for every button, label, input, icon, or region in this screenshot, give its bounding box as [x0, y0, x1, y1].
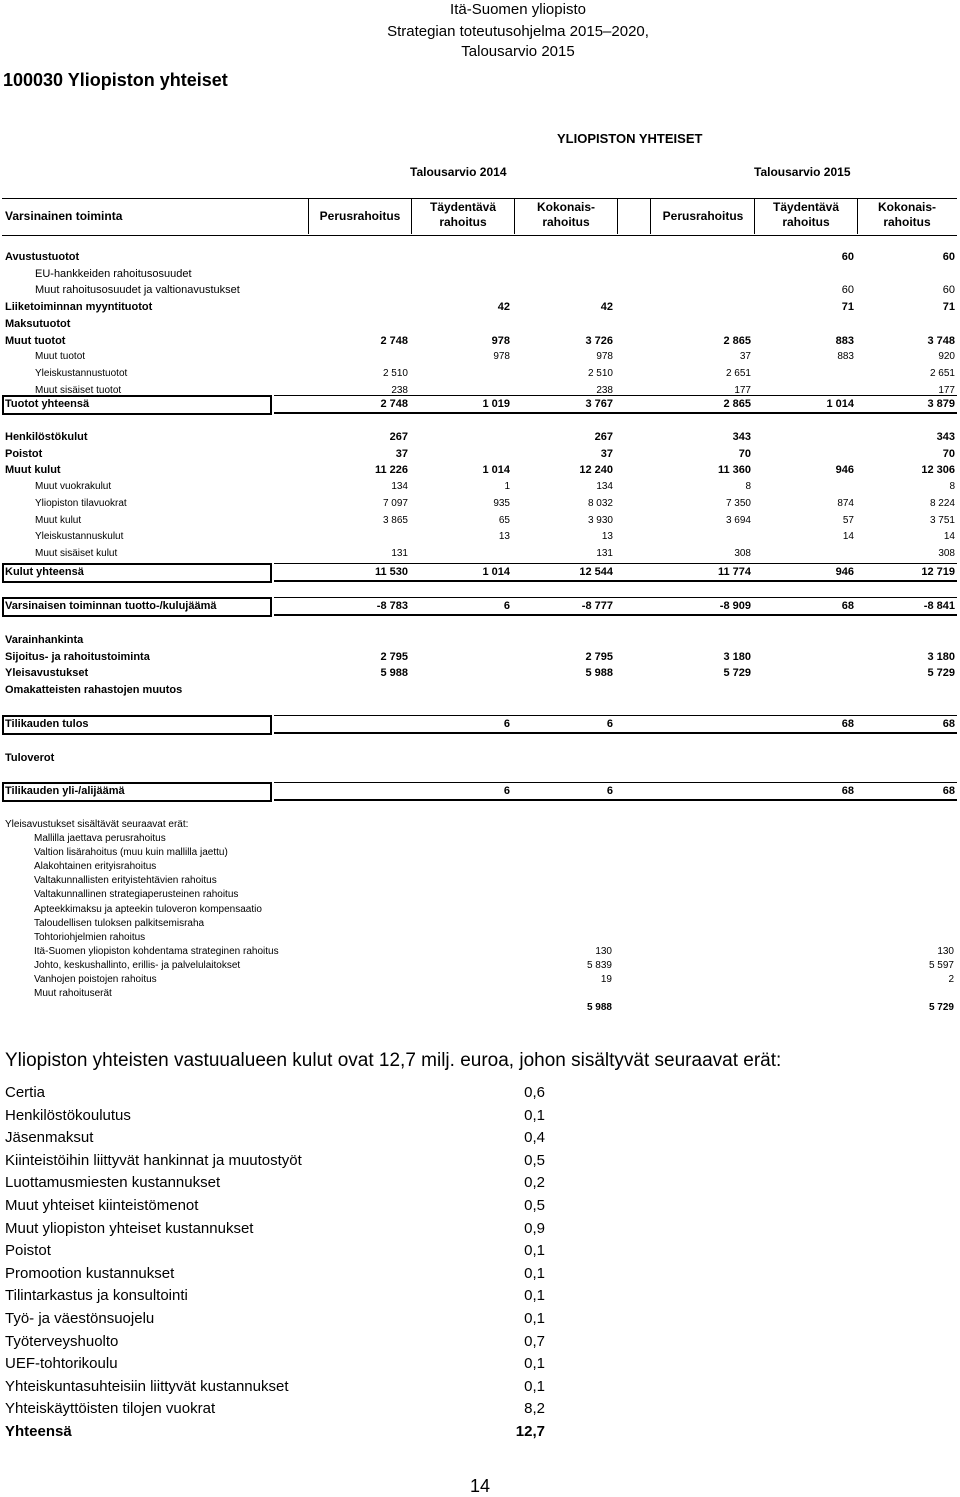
value-cell: 5 988: [585, 667, 613, 680]
value-cell: 6: [606, 718, 613, 730]
note-label: Valtakunnallisten erityistehtävien rahoitus: [34, 875, 217, 887]
summary-value: 0,1: [524, 1355, 545, 1373]
budget-2015-label: Talousarvio 2015: [754, 165, 851, 179]
note-item: [34, 945, 958, 959]
summary-item: [5, 1398, 565, 1420]
summary-item: [5, 1263, 565, 1285]
row-label: Muut tuotot: [35, 351, 86, 363]
table-row: [0, 462, 960, 478]
note-label: Johto, keskushallinto, erillis- ja palvelulaitokset: [34, 959, 241, 971]
value-cell: 6: [503, 718, 510, 730]
column-header-perus-2014: Perusrahoitus: [319, 209, 401, 223]
value-cell: 3 694: [725, 514, 751, 526]
value-cell: 60: [942, 251, 955, 263]
table-row: [0, 299, 960, 315]
value-cell: 11 360: [717, 464, 751, 477]
summary-value: 0,4: [524, 1129, 545, 1147]
value-cell: 1 014: [482, 464, 510, 477]
value-cell: 8: [949, 481, 955, 493]
value-cell: 874: [837, 497, 854, 509]
summary-label: Yhteiskäyttöisten tilojen vuokrat: [5, 1400, 216, 1418]
summary-label: Tilintarkastus ja konsultointi: [5, 1287, 188, 1305]
note-item: [34, 903, 958, 917]
note-label: Itä-Suomen yliopiston kohdentama strateginen rahoitus: [34, 945, 279, 957]
value-cell: 134: [391, 481, 408, 493]
column-header-perus-2015: Perusrahoitus: [662, 209, 744, 223]
value-cell: 8 224: [929, 497, 955, 509]
summary-label: Promootion kustannukset: [5, 1264, 175, 1282]
note-item: [34, 917, 958, 931]
column-header-main: Varsinainen toiminta: [5, 209, 123, 223]
row-label: Yleisavustukset: [5, 667, 89, 680]
value-cell: 267: [389, 431, 408, 443]
value-cell: -8 841: [923, 600, 955, 612]
value-cell: 3 726: [585, 334, 613, 347]
value-cell: 3 930: [587, 514, 613, 526]
value-cell: 920: [938, 351, 955, 363]
note-item: [34, 832, 958, 846]
value-cell: 57: [842, 514, 854, 526]
value-cell: -8 909: [719, 600, 751, 612]
value-cell: 883: [837, 351, 854, 363]
value-cell: 883: [835, 334, 854, 347]
value-cell: 1 019: [482, 398, 510, 410]
value-cell: 1 014: [826, 398, 854, 410]
summary-value: 0,1: [524, 1106, 545, 1124]
summary-item: [5, 1195, 565, 1217]
summary-item: [5, 1308, 565, 1330]
value-cell: 70: [738, 447, 751, 460]
row-label: Muut rahoitusosuudet ja valtionavustukset: [35, 284, 240, 297]
row-label: Yleiskustannustuotot: [35, 367, 128, 379]
header-university: Itä-Suomen yliopisto: [450, 1, 586, 18]
value-cell: 5 729: [723, 667, 751, 680]
note-item: [34, 973, 958, 987]
summary-value: 0,1: [524, 1264, 545, 1282]
note-item: [34, 987, 958, 1001]
note-value-2014: 130: [595, 945, 612, 957]
column-header-taydentava-2015: Täydentävä rahoitus: [772, 200, 840, 229]
value-cell: 2 748: [380, 398, 408, 410]
summary-label: Poistot: [5, 1242, 51, 1260]
note-value-2015: 2: [948, 974, 954, 985]
note-value-2015: 5 597: [928, 959, 954, 971]
value-cell: 2 651: [929, 367, 955, 379]
table-row: [0, 366, 960, 382]
value-cell: 3 865: [382, 514, 408, 526]
summary-value: 0,1: [524, 1242, 545, 1260]
value-cell: 5 729: [927, 667, 955, 680]
table-row: [0, 665, 960, 681]
value-cell: 37: [739, 351, 751, 363]
table-row: [0, 529, 960, 545]
summary-label: Luottamusmiesten kustannukset: [5, 1174, 221, 1192]
value-cell: 308: [938, 547, 955, 559]
value-cell: 131: [596, 547, 613, 559]
page-number: 14: [470, 1476, 491, 1496]
note-total-2014: 5 988: [586, 1002, 612, 1013]
value-cell: 68: [841, 600, 854, 612]
row-label: Omakatteisten rahastojen muutos: [5, 684, 183, 697]
summary-value: 0,9: [524, 1219, 545, 1237]
total-row-yli-alijaama: Tilikauden yli-/alijäämä 6 6 68 68: [2, 783, 957, 799]
note-value-2014: 5 839: [586, 959, 612, 971]
row-label: Henkilöstökulut: [5, 431, 88, 443]
value-cell: 2 865: [723, 334, 751, 347]
value-cell: 6: [503, 785, 510, 797]
value-cell: 343: [936, 431, 955, 443]
value-cell: 267: [594, 431, 613, 443]
divider: [617, 198, 618, 234]
column-header-kokonais-2014: Kokonais- rahoitus: [536, 200, 595, 229]
note-item: [34, 874, 958, 888]
table-row: [0, 649, 960, 665]
row-label: Muut sisäiset kulut: [35, 547, 118, 559]
table-row: [0, 682, 960, 698]
table-row: [0, 479, 960, 495]
table-row: [0, 496, 960, 512]
value-cell: 8 032: [587, 497, 613, 509]
summary-item: [5, 1150, 565, 1172]
header-subtitle: Strategian toteutusohjelma 2015–2020, Talousarvio 2015: [387, 23, 649, 60]
value-cell: 3 748: [927, 334, 955, 347]
note-label: Apteekkimaksu ja apteekin tuloveron kompensaatio: [34, 903, 262, 915]
summary-value: 0,5: [524, 1197, 545, 1214]
summary-value: 0,5: [524, 1151, 545, 1169]
value-cell: 12 544: [579, 566, 613, 578]
summary-item: [5, 1218, 565, 1240]
note-label: Muut rahoituserät: [34, 988, 112, 1000]
value-cell: 238: [391, 384, 408, 396]
table-row: [0, 316, 960, 332]
summary-label: Muut yhteiset kiinteistömenot: [5, 1197, 199, 1214]
value-cell: 978: [493, 351, 510, 363]
note-item: [34, 931, 958, 945]
table-row: [0, 282, 960, 298]
summary-value: 12,7: [515, 1423, 545, 1440]
table-row: [0, 513, 960, 529]
note-label: Valtion lisärahoitus (muu kuin mallilla jaettu): [34, 847, 228, 859]
note-item: [34, 888, 958, 902]
row-label: Liiketoiminnan myyntituotot: [5, 301, 153, 314]
note-label: Mallilla jaettava perusrahoitus: [34, 833, 166, 844]
value-cell: 12 719: [921, 566, 955, 578]
summary-item: [5, 1127, 565, 1149]
value-cell: 71: [841, 301, 854, 314]
value-cell: 1: [504, 481, 510, 493]
column-header-kokonais-2015: Kokonais- rahoitus: [877, 200, 936, 229]
value-cell: 177: [938, 384, 955, 396]
summary-value: 0,1: [524, 1310, 545, 1327]
row-label: Muut kulut: [5, 464, 61, 477]
table-row: [0, 266, 960, 282]
summary-label: Yhteiskuntasuhteisiin liittyvät kustannukset: [5, 1377, 289, 1395]
value-cell: 5 988: [380, 667, 408, 680]
summary-label: Muut yliopiston yhteiset kustannukset: [5, 1219, 254, 1237]
table-row: [0, 429, 960, 445]
summary-label: Työterveyshuolto: [5, 1332, 119, 1350]
value-cell: 13: [498, 531, 510, 543]
note-item: [34, 846, 958, 860]
summary-label: Jäsenmaksut: [5, 1129, 94, 1147]
note-value-2015: 130: [937, 945, 954, 957]
value-cell: 134: [596, 481, 613, 493]
summary-label: UEF-tohtorikoulu: [5, 1355, 118, 1373]
table-row: [0, 349, 960, 365]
value-cell: 7 097: [382, 497, 408, 509]
summary-label: Kiinteistöihin liittyvät hankinnat ja muutostyöt: [5, 1151, 302, 1169]
value-cell: 68: [841, 718, 854, 730]
summary-item: [5, 1082, 565, 1104]
note-value-2014: 19: [600, 974, 612, 985]
summary-value: 0,6: [524, 1084, 545, 1101]
value-cell: 8: [745, 481, 751, 493]
row-label: Muut vuokrakulut: [35, 481, 112, 493]
table-row: [0, 632, 960, 648]
page-title: 100030 Yliopiston yhteiset: [3, 70, 228, 90]
row-label: Maksutuotot: [5, 317, 71, 330]
value-cell: 14: [943, 531, 955, 543]
value-cell: 978: [491, 334, 510, 347]
value-cell: 13: [601, 531, 613, 543]
value-cell: 3 751: [929, 514, 955, 526]
summary-item: [5, 1240, 565, 1262]
note-label: Alakohtainen erityisrahoitus: [34, 861, 157, 873]
value-cell: 60: [841, 251, 854, 263]
value-cell: 2 510: [587, 367, 613, 379]
value-cell: 2 795: [380, 650, 408, 663]
value-cell: 14: [842, 531, 854, 543]
value-cell: 1 014: [482, 566, 510, 578]
value-cell: 65: [498, 514, 510, 526]
total-row-tuotto-kulujaama: Varsinaisen toiminnan tuotto-/kulujäämä -8 783 6 -8 777 -8 909 68 -8 841: [2, 598, 957, 614]
table-row: [0, 446, 960, 462]
summary-label: Työ- ja väestönsuojelu: [5, 1310, 155, 1327]
table-row: [0, 546, 960, 562]
row-label: Muut sisäiset tuotot: [35, 384, 122, 396]
summary-value: 0,7: [524, 1332, 545, 1350]
summary-value: 0,2: [524, 1174, 545, 1192]
value-cell: 68: [942, 785, 955, 797]
value-cell: 238: [596, 384, 613, 396]
value-cell: 978: [596, 351, 613, 363]
summary-item: [5, 1353, 565, 1375]
summary-item: [5, 1105, 565, 1127]
total-row-tilikauden-tulos: Tilikauden tulos 6 6 68 68: [2, 716, 957, 732]
value-cell: 12 306: [921, 464, 955, 477]
value-cell: 3 767: [585, 398, 613, 410]
row-label: Sijoitus- ja rahoitustoiminta: [5, 650, 150, 663]
divider: [308, 198, 309, 234]
row-label: Yleiskustannuskulut: [35, 531, 124, 543]
value-cell: 2 510: [382, 367, 408, 379]
summary-label: Yhteensä: [5, 1423, 72, 1440]
row-label: Varainhankinta: [5, 634, 84, 646]
summary-label: Certia: [5, 1084, 46, 1101]
row-label: EU-hankkeiden rahoitusosuudet: [35, 267, 192, 280]
value-cell: 6: [606, 785, 613, 797]
value-cell: 60: [841, 284, 854, 297]
row-label: Yliopiston tilavuokrat: [35, 497, 127, 509]
value-cell: 70: [942, 447, 955, 460]
row-label: Muut tuotot: [5, 334, 66, 347]
value-cell: 12 240: [579, 464, 613, 477]
value-cell: 946: [835, 566, 854, 578]
summary-item: [5, 1421, 565, 1443]
value-cell: 68: [942, 718, 955, 730]
summary-item: [5, 1376, 565, 1398]
value-cell: 68: [841, 785, 854, 797]
budget-2014-label: Talousarvio 2014: [410, 165, 507, 179]
value-cell: 946: [835, 464, 854, 477]
value-cell: 2 795: [585, 650, 613, 663]
row-label: Avustustuotot: [5, 251, 80, 263]
summary-value: 0,1: [524, 1287, 545, 1305]
row-tuloverot: Tuloverot: [5, 752, 55, 764]
notes-title: Yleisavustukset sisältävät seuraavat erät:: [5, 819, 189, 830]
summary-item: [5, 1172, 565, 1194]
note-item: [34, 959, 958, 973]
divider: [650, 198, 651, 234]
value-cell: 308: [734, 547, 751, 559]
section-title: YLIOPISTON YHTEISET: [557, 131, 703, 146]
summary-item: [5, 1331, 565, 1353]
summary-item: [5, 1285, 565, 1307]
column-header-taydentava-2014: Täydentävä rahoitus: [429, 200, 497, 229]
summary-title: Yliopiston yhteisten vastuualueen kulut ovat 12,7 milj. euroa, johon sisältyvät seuraavat erät:: [5, 1050, 782, 1071]
value-cell: 11 226: [374, 464, 408, 477]
value-cell: 131: [391, 547, 408, 559]
value-cell: 3 180: [927, 650, 955, 663]
value-cell: 11 530: [374, 566, 408, 578]
table-row: [0, 333, 960, 349]
value-cell: 37: [395, 447, 408, 460]
value-cell: 935: [493, 497, 510, 509]
note-label: Taloudellisen tuloksen palkitsemisraha: [34, 917, 205, 929]
value-cell: 2 748: [380, 334, 408, 347]
value-cell: 3 180: [723, 650, 751, 663]
summary-value: 0,1: [524, 1377, 545, 1395]
value-cell: 177: [734, 384, 751, 396]
note-label: Valtakunnallinen strategiaperusteinen rahoitus: [34, 889, 239, 901]
value-cell: 11 774: [717, 566, 751, 578]
value-cell: 7 350: [725, 497, 751, 509]
table-row: [0, 249, 960, 265]
value-cell: 71: [942, 301, 955, 314]
total-row-kulut: Kulut yhteensä 11 530 1 014 12 544 11 774 946 12 719: [2, 564, 957, 580]
value-cell: 6: [503, 600, 510, 612]
note-total-2015: 5 729: [928, 1002, 954, 1013]
value-cell: 42: [497, 301, 510, 314]
row-label: Muut kulut: [35, 514, 82, 526]
value-cell: 42: [600, 301, 613, 314]
note-item: [34, 860, 958, 874]
note-label: Tohtoriohjelmien rahoitus: [34, 931, 146, 943]
value-cell: 343: [732, 431, 751, 443]
value-cell: -8 777: [581, 600, 613, 612]
value-cell: 60: [942, 284, 955, 297]
value-cell: -8 783: [376, 600, 408, 612]
row-label: Poistot: [5, 447, 43, 460]
note-label: Vanhojen poistojen rahoitus: [34, 974, 157, 985]
total-row-tuotot: Tuotot yhteensä 2 748 1 019 3 767 2 865 1 014 3 879: [2, 396, 957, 412]
value-cell: 3 879: [927, 398, 955, 410]
summary-label: Henkilöstökoulutus: [5, 1106, 131, 1124]
value-cell: 37: [600, 447, 613, 460]
value-cell: 2 651: [725, 367, 751, 379]
value-cell: 2 865: [723, 398, 751, 410]
summary-value: 8,2: [524, 1400, 545, 1418]
